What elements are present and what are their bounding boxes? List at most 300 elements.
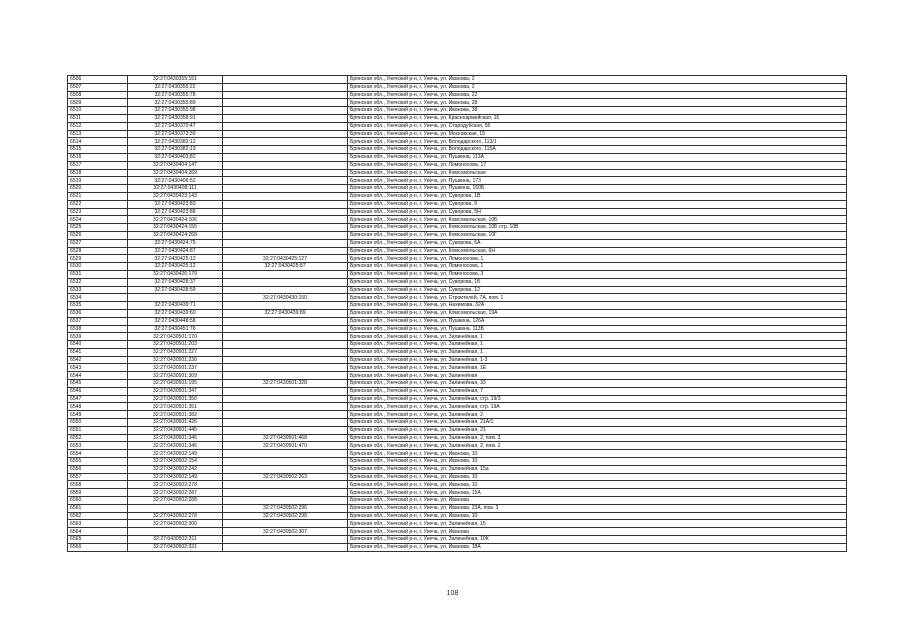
address-cell: Брянская обл., Унечский р-н, г. Унеча, ул. Стародубская, 56 (348, 122, 847, 130)
land-cadastral-number-cell (128, 528, 223, 536)
object-cadastral-number-cell (223, 426, 348, 434)
table-row (68, 426, 847, 434)
land-cadastral-number-cell: 32:27:0430373:39 (128, 130, 223, 138)
land-cadastral-number-cell: 32:27:0430358:91 (128, 114, 223, 122)
land-cadastral-number-cell: 32:27:0430501:227 (128, 348, 223, 356)
row-number-cell: 6519 (68, 177, 128, 185)
address-cell: Брянская обл., Унечский р-н, г. Унеча, ул. Иванова (348, 497, 847, 505)
land-cadastral-number-cell: 32:27:0430428:37 (128, 278, 223, 286)
row-number-cell: 6554 (68, 450, 128, 458)
address-cell: Брянская обл., Унечский р-н, г. Унеча, ул. Залинейная (348, 372, 847, 380)
row-number-cell: 6542 (68, 356, 128, 364)
address-cell: Брянская обл., Унечский р-н, г. Унеча, ул. Комсомольская, 6Н (348, 247, 847, 255)
address-cell: Брянская обл., Унечский р-н, г. Унеча, ул. Залинейная, 2, пом. 2 (348, 442, 847, 450)
object-cadastral-number-cell: 32:27:0430425:127 (223, 255, 348, 263)
object-cadastral-number-cell (223, 76, 348, 84)
row-number-cell: 6537 (68, 317, 128, 325)
land-cadastral-number-cell: 32:27:0430424:268 (128, 231, 223, 239)
table-row (68, 247, 847, 255)
object-cadastral-number-cell (223, 481, 348, 489)
row-number-cell: 6547 (68, 395, 128, 403)
table-row (68, 114, 847, 122)
object-cadastral-number-cell (223, 403, 348, 411)
row-number-cell: 6553 (68, 442, 128, 450)
address-cell: Брянская обл., Унечский р-н, г. Унеча, ул. Залинейная, 2 (348, 411, 847, 419)
address-cell: Брянская обл., Унечский р-н, г. Унеча, ул. Комсомольская (348, 169, 847, 177)
row-number-cell: 6530 (68, 263, 128, 271)
table-row (68, 122, 847, 130)
object-cadastral-number-cell (223, 356, 348, 364)
table-row (68, 208, 847, 216)
land-cadastral-number-cell: 32:27:0430501:230 (128, 356, 223, 364)
row-number-cell: 6522 (68, 200, 128, 208)
row-number-cell: 6558 (68, 481, 128, 489)
object-cadastral-number-cell (223, 317, 348, 325)
table-row (68, 192, 847, 200)
address-cell: Брянская обл., Унечский р-н, г. Унеча, ул. Суворова, 1Б (348, 278, 847, 286)
object-cadastral-number-cell (223, 138, 348, 146)
row-number-cell: 6506 (68, 76, 128, 84)
land-cadastral-number-cell: 32:27:0430501:203 (128, 341, 223, 349)
address-cell: Брянская обл., Унечский р-н, г. Унеча, ул. Комсомольская, 10Г (348, 231, 847, 239)
address-cell: Брянская обл., Унечский р-н, г. Унеча, ул. Ломоносова, 1 (348, 263, 847, 271)
row-number-cell: 6525 (68, 224, 128, 232)
land-cadastral-number-cell: 32:27:0430370:47 (128, 122, 223, 130)
object-cadastral-number-cell (223, 341, 348, 349)
table-row (68, 294, 847, 302)
object-cadastral-number-cell (223, 497, 348, 505)
table-row (68, 504, 847, 512)
table-row (68, 200, 847, 208)
row-number-cell: 6564 (68, 528, 128, 536)
table-row (68, 185, 847, 193)
object-cadastral-number-cell (223, 91, 348, 99)
table-row (68, 153, 847, 161)
address-cell: Брянская обл., Унечский р-н, г. Унеча, ул. Пушкина, 150Б (348, 185, 847, 193)
address-cell: Брянская обл., Унечский р-н, г. Унеча, ул. Залинейная, 7 (348, 387, 847, 395)
object-cadastral-number-cell (223, 153, 348, 161)
object-cadastral-number-cell (223, 372, 348, 380)
address-cell: Брянская обл., Унечский р-н, г. Унеча, ул. Суворова, 9 (348, 200, 847, 208)
address-cell: Брянская обл., Унечский р-н, г. Унеча, ул. Иванова, 10 (348, 458, 847, 466)
land-cadastral-number-cell: 32:27:0430502:331 (128, 543, 223, 551)
row-number-cell: 6540 (68, 341, 128, 349)
table-row (68, 309, 847, 317)
land-cadastral-number-cell (128, 504, 223, 512)
row-number-cell: 6557 (68, 473, 128, 481)
table-row (68, 99, 847, 107)
table-row (68, 442, 847, 450)
table-row (68, 91, 847, 99)
land-cadastral-number-cell: 32:27:0430425:12 (128, 255, 223, 263)
address-cell: Брянская обл., Унечский р-н, г. Унеча, ул. Залинейная, 15а (348, 465, 847, 473)
table-row (68, 419, 847, 427)
land-cadastral-number-cell: 32:27:0430501:350 (128, 395, 223, 403)
table-row (68, 497, 847, 505)
object-cadastral-number-cell (223, 465, 348, 473)
address-cell: Брянская обл., Унечский р-н, г. Унеча, ул. Пушкина, 113Б (348, 325, 847, 333)
row-number-cell: 6509 (68, 99, 128, 107)
row-number-cell: 6514 (68, 138, 128, 146)
row-number-cell: 6524 (68, 216, 128, 224)
land-cadastral-number-cell: 32:27:0430439:71 (128, 302, 223, 310)
land-cadastral-number-cell: 32:27:0430355:22 (128, 83, 223, 91)
object-cadastral-number-cell (223, 99, 348, 107)
address-cell: Брянская обл., Унечский р-н, г. Унеча, ул. Залинейная, 1 (348, 333, 847, 341)
address-cell: Брянская обл., Унечский р-н, г. Унеча, ул. Иванова, 15А (348, 489, 847, 497)
land-cadastral-number-cell: 32:27:0430382:19 (128, 146, 223, 154)
object-cadastral-number-cell: 32:27:0430501:328 (223, 380, 348, 388)
land-cadastral-number-cell: 32:27:0430502:149 (128, 450, 223, 458)
land-cadastral-number-cell: 32:27:0430501:309 (128, 372, 223, 380)
address-cell: Брянская обл., Унечский р-н, г. Унеча, ул. Иванова, 10 (348, 512, 847, 520)
table-row (68, 278, 847, 286)
row-number-cell: 6560 (68, 497, 128, 505)
object-cadastral-number-cell (223, 83, 348, 91)
row-number-cell: 6532 (68, 278, 128, 286)
row-number-cell: 6527 (68, 239, 128, 247)
table-row (68, 403, 847, 411)
row-number-cell: 6548 (68, 403, 128, 411)
table-row (68, 536, 847, 544)
object-cadastral-number-cell: 32:27:0430502:263 (223, 473, 348, 481)
row-number-cell: 6523 (68, 208, 128, 216)
address-cell: Брянская обл., Унечский р-н, г. Унеча, ул. Строителей, 7А, пом. 1 (348, 294, 847, 302)
table-row (68, 302, 847, 310)
row-number-cell: 6531 (68, 270, 128, 278)
object-cadastral-number-cell (223, 122, 348, 130)
row-number-cell: 6565 (68, 536, 128, 544)
table-row (68, 83, 847, 91)
object-cadastral-number-cell (223, 185, 348, 193)
table-row (68, 372, 847, 380)
land-cadastral-number-cell: 32:27:0430502:287 (128, 489, 223, 497)
address-cell: Брянская обл., Унечский р-н, г. Унеча, ул. Залинейная, 21А/1 (348, 419, 847, 427)
table-row (68, 364, 847, 372)
address-cell: Брянская обл., Унечский р-н, г. Унеча, ул. Залинейная, стр. 19/3 (348, 395, 847, 403)
object-cadastral-number-cell (223, 419, 348, 427)
object-cadastral-number-cell (223, 231, 348, 239)
address-cell: Брянская обл., Унечский р-н, г. Унеча, ул. Нахимова, 32А (348, 302, 847, 310)
object-cadastral-number-cell (223, 146, 348, 154)
table-row (68, 434, 847, 442)
land-cadastral-number-cell: 32:27:0430448:58 (128, 317, 223, 325)
land-cadastral-number-cell: 32:27:0430501:237 (128, 364, 223, 372)
address-cell: Брянская обл., Унечский р-н, г. Унеча, ул. Залинейная, 21 (348, 426, 847, 434)
object-cadastral-number-cell (223, 130, 348, 138)
address-cell: Брянская обл., Унечский р-н, г. Унеча, ул. Иванова, 22 (348, 91, 847, 99)
object-cadastral-number-cell (223, 302, 348, 310)
table-row (68, 146, 847, 154)
object-cadastral-number-cell (223, 520, 348, 528)
row-number-cell: 6517 (68, 161, 128, 169)
address-cell: Брянская обл., Унечский р-н, г. Унеча, ул. Иванова, 10 (348, 450, 847, 458)
land-cadastral-number-cell (128, 294, 223, 302)
object-cadastral-number-cell (223, 395, 348, 403)
table-row (68, 255, 847, 263)
land-cadastral-number-cell: 32:27:0430424:155 (128, 224, 223, 232)
land-cadastral-number-cell: 32:27:0430424:87 (128, 247, 223, 255)
row-number-cell: 6552 (68, 434, 128, 442)
address-cell: Брянская обл., Унечский р-н, г. Унеча, ул. Иванова, 38 (348, 107, 847, 115)
address-cell: Брянская обл., Унечский р-н, г. Унеча, ул. Иванова, 2 (348, 83, 847, 91)
object-cadastral-number-cell (223, 169, 348, 177)
row-number-cell: 6511 (68, 114, 128, 122)
row-number-cell: 6510 (68, 107, 128, 115)
object-cadastral-number-cell (223, 387, 348, 395)
land-cadastral-number-cell: 32:27:0430501:170 (128, 333, 223, 341)
table-row (68, 465, 847, 473)
registry-table-body (68, 76, 847, 552)
address-cell: Брянская обл., Унечский р-н, г. Унеча, ул. Володарского, 113/1 (348, 138, 847, 146)
object-cadastral-number-cell (223, 216, 348, 224)
land-cadastral-number-cell: 32:27:0430451:76 (128, 325, 223, 333)
land-cadastral-number-cell: 32:27:0430382:12 (128, 138, 223, 146)
address-cell: Брянская обл., Унечский р-н, г. Унеча, ул. Суворова, 5Н (348, 208, 847, 216)
land-cadastral-number-cell: 32:27:0430502:278 (128, 512, 223, 520)
object-cadastral-number-cell (223, 107, 348, 115)
row-number-cell: 6526 (68, 231, 128, 239)
address-cell: Брянская обл., Унечский р-н, г. Унеча, ул. Иванова, 28 (348, 99, 847, 107)
table-row (68, 458, 847, 466)
address-cell: Брянская обл., Унечский р-н, г. Унеча, ул. Комсомольская, 10Б стр. 10В (348, 224, 847, 232)
land-cadastral-number-cell: 32:27:0430501:346 (128, 434, 223, 442)
land-cadastral-number-cell: 32:27:0430423:83 (128, 200, 223, 208)
object-cadastral-number-cell (223, 543, 348, 551)
table-row (68, 387, 847, 395)
object-cadastral-number-cell (223, 224, 348, 232)
object-cadastral-number-cell (223, 208, 348, 216)
object-cadastral-number-cell: 32:27:0430501:470 (223, 442, 348, 450)
object-cadastral-number-cell (223, 200, 348, 208)
land-cadastral-number-cell: 32:27:0430408:111 (128, 185, 223, 193)
address-cell: Брянская обл., Унечский р-н, г. Унеча, ул. Красноармейская, 16 (348, 114, 847, 122)
land-cadastral-number-cell: 32:27:0430501:382 (128, 411, 223, 419)
table-row (68, 512, 847, 520)
address-cell: Брянская обл., Унечский р-н, г. Унеча, ул. Комсомольская, 10Б (348, 216, 847, 224)
address-cell: Брянская обл., Унечский р-н, г. Унеча, ул. Залинейная, стр. 19А (348, 403, 847, 411)
row-number-cell: 6566 (68, 543, 128, 551)
land-cadastral-number-cell: 32:27:0430406:52 (128, 177, 223, 185)
table-row (68, 325, 847, 333)
object-cadastral-number-cell (223, 239, 348, 247)
address-cell: Брянская обл., Унечский р-н, г. Унеча, ул. Иванова, 10 (348, 481, 847, 489)
table-row (68, 543, 847, 551)
land-cadastral-number-cell: 32:27:0430501:426 (128, 419, 223, 427)
object-cadastral-number-cell (223, 286, 348, 294)
row-number-cell: 6543 (68, 364, 128, 372)
table-row (68, 395, 847, 403)
table-row (68, 450, 847, 458)
table-row (68, 161, 847, 169)
row-number-cell: 6521 (68, 192, 128, 200)
land-cadastral-number-cell: 32:27:0430502:311 (128, 536, 223, 544)
address-cell: Брянская обл., Унечский р-н, г. Унеча, ул. Пушкина, 113А (348, 153, 847, 161)
table-row (68, 239, 847, 247)
land-cadastral-number-cell: 32:27:0430404:269 (128, 169, 223, 177)
land-cadastral-number-cell: 32:27:0430502:288 (128, 497, 223, 505)
table-row (68, 489, 847, 497)
row-number-cell: 6559 (68, 489, 128, 497)
land-cadastral-number-cell: 32:27:0430423:88 (128, 208, 223, 216)
address-cell: Брянская обл., Унечский р-н, г. Унеча, ул. Суворова, 12 (348, 286, 847, 294)
object-cadastral-number-cell (223, 411, 348, 419)
object-cadastral-number-cell (223, 247, 348, 255)
object-cadastral-number-cell: 32:27:0430502:307 (223, 528, 348, 536)
land-cadastral-number-cell: 32:27:0430355:89 (128, 99, 223, 107)
address-cell: Брянская обл., Унечский р-н, г. Унеча, ул. Московская, 15 (348, 130, 847, 138)
land-cadastral-number-cell: 32:27:0430423:143 (128, 192, 223, 200)
address-cell: Брянская обл., Унечский р-н, г. Унеча, ул. Иванова, 23А, пом. 3 (348, 504, 847, 512)
object-cadastral-number-cell: 32:27:0430439:89 (223, 309, 348, 317)
row-number-cell: 6516 (68, 153, 128, 161)
object-cadastral-number-cell: 32:27:0430501:468 (223, 434, 348, 442)
address-cell: Брянская обл., Унечский р-н, г. Унеча, ул. Залинейная, 33 (348, 380, 847, 388)
land-cadastral-number-cell: 32:27:0430439:60 (128, 309, 223, 317)
object-cadastral-number-cell: 32:27:0430502:298 (223, 512, 348, 520)
land-cadastral-number-cell: 32:27:0430425:12 (128, 263, 223, 271)
row-number-cell: 6533 (68, 286, 128, 294)
row-number-cell: 6539 (68, 333, 128, 341)
land-cadastral-number-cell: 32:27:0430502:154 (128, 458, 223, 466)
object-cadastral-number-cell (223, 348, 348, 356)
land-cadastral-number-cell: 32:27:0430404:147 (128, 161, 223, 169)
object-cadastral-number-cell (223, 333, 348, 341)
table-row (68, 333, 847, 341)
row-number-cell: 6555 (68, 458, 128, 466)
table-row (68, 473, 847, 481)
object-cadastral-number-cell (223, 364, 348, 372)
land-cadastral-number-cell: 32:27:0430426:179 (128, 270, 223, 278)
land-cadastral-number-cell: 32:27:0430502:300 (128, 520, 223, 528)
table-row (68, 138, 847, 146)
table-row (68, 286, 847, 294)
table-row (68, 411, 847, 419)
object-cadastral-number-cell (223, 458, 348, 466)
address-cell: Брянская обл., Унечский р-н, г. Унеча, ул. Комсомольская, 19А (348, 309, 847, 317)
table-row (68, 107, 847, 115)
table-row (68, 216, 847, 224)
land-cadastral-number-cell: 32:27:0430355:98 (128, 107, 223, 115)
table-row (68, 270, 847, 278)
address-cell: Брянская обл., Унечский р-н, г. Унеча, ул. Иванова, 10 (348, 473, 847, 481)
row-number-cell: 6518 (68, 169, 128, 177)
land-cadastral-number-cell: 32:27:0430355:78 (128, 91, 223, 99)
land-cadastral-number-cell: 32:27:0430424:75 (128, 239, 223, 247)
land-cadastral-number-cell: 32:27:0430502:149 (128, 473, 223, 481)
table-row (68, 317, 847, 325)
row-number-cell: 6536 (68, 309, 128, 317)
object-cadastral-number-cell (223, 270, 348, 278)
table-row (68, 341, 847, 349)
table-row (68, 177, 847, 185)
address-cell: Брянская обл., Унечский р-н, г. Унеча, ул. Залинейная, 1-3 (348, 356, 847, 364)
address-cell: Брянская обл., Унечский р-н, г. Унеча, ул. Пушкина, 173 (348, 177, 847, 185)
object-cadastral-number-cell (223, 161, 348, 169)
land-cadastral-number-cell: 32:27:0430424:106 (128, 216, 223, 224)
object-cadastral-number-cell: 32:27:0430425:87 (223, 263, 348, 271)
row-number-cell: 6541 (68, 348, 128, 356)
land-cadastral-number-cell: 32:27:0430428:59 (128, 286, 223, 294)
object-cadastral-number-cell (223, 192, 348, 200)
page-number: 108 (446, 590, 459, 597)
land-cadastral-number-cell: 32:27:0430501:195 (128, 380, 223, 388)
address-cell: Брянская обл., Унечский р-н, г. Унеча, ул. Иванова, 2 (348, 76, 847, 84)
address-cell: Брянская обл., Унечский р-н, г. Унеча, ул. Ломоносова, 3 (348, 270, 847, 278)
row-number-cell: 6520 (68, 185, 128, 193)
table-row (68, 224, 847, 232)
row-number-cell: 6508 (68, 91, 128, 99)
row-number-cell: 6534 (68, 294, 128, 302)
row-number-cell: 6563 (68, 520, 128, 528)
row-number-cell: 6512 (68, 122, 128, 130)
object-cadastral-number-cell: 32:27:0430502:296 (223, 504, 348, 512)
address-cell: Брянская обл., Унечский р-н, г. Унеча, ул. Володарского, 115А (348, 146, 847, 154)
row-number-cell: 6515 (68, 146, 128, 154)
row-number-cell: 6556 (68, 465, 128, 473)
object-cadastral-number-cell (223, 450, 348, 458)
address-cell: Брянская обл., Унечский р-н, г. Унеча, ул. Залинейная, 10К (348, 536, 847, 544)
object-cadastral-number-cell: 32:27:0430430:150 (223, 294, 348, 302)
table-row (68, 528, 847, 536)
row-number-cell: 6562 (68, 512, 128, 520)
address-cell: Брянская обл., Унечский р-н, г. Унеча, ул. Иванова, 18А (348, 543, 847, 551)
land-cadastral-number-cell: 32:27:0430501:347 (128, 387, 223, 395)
address-cell: Брянская обл., Унечский р-н, г. Унеча, ул. Иванова (348, 528, 847, 536)
table-row (68, 520, 847, 528)
address-cell: Брянская обл., Унечский р-н, г. Унеча, ул. Ломоносова, 17 (348, 161, 847, 169)
address-cell: Брянская обл., Унечский р-н, г. Унеча, ул. Залинейная, 1Е (348, 364, 847, 372)
row-number-cell: 6546 (68, 387, 128, 395)
table-row (68, 380, 847, 388)
table-row (68, 76, 847, 84)
address-cell: Брянская обл., Унечский р-н, г. Унеча, ул. Пушкина, 126А (348, 317, 847, 325)
land-cadastral-number-cell: 32:27:0430501:346 (128, 442, 223, 450)
table-row (68, 263, 847, 271)
row-number-cell: 6507 (68, 83, 128, 91)
object-cadastral-number-cell (223, 536, 348, 544)
row-number-cell: 6513 (68, 130, 128, 138)
address-cell: Брянская обл., Унечский р-н, г. Унеча, ул. Залинейная, 1 (348, 341, 847, 349)
row-number-cell: 6549 (68, 411, 128, 419)
object-cadastral-number-cell (223, 177, 348, 185)
table-row (68, 356, 847, 364)
table-row (68, 169, 847, 177)
row-number-cell: 6528 (68, 247, 128, 255)
registry-table (67, 75, 847, 552)
row-number-cell: 6529 (68, 255, 128, 263)
row-number-cell: 6535 (68, 302, 128, 310)
row-number-cell: 6551 (68, 426, 128, 434)
object-cadastral-number-cell (223, 489, 348, 497)
row-number-cell: 6545 (68, 380, 128, 388)
table-row (68, 481, 847, 489)
land-cadastral-number-cell: 32:27:0430501:351 (128, 403, 223, 411)
land-cadastral-number-cell: 32:27:0430502:278 (128, 481, 223, 489)
object-cadastral-number-cell (223, 325, 348, 333)
table-row (68, 348, 847, 356)
row-number-cell: 6550 (68, 419, 128, 427)
object-cadastral-number-cell (223, 114, 348, 122)
land-cadastral-number-cell: 32:27:0430403:82 (128, 153, 223, 161)
row-number-cell: 6538 (68, 325, 128, 333)
address-cell: Брянская обл., Унечский р-н, г. Унеча, ул. Залинейная, 2, пом. 3 (348, 434, 847, 442)
row-number-cell: 6561 (68, 504, 128, 512)
table-row (68, 130, 847, 138)
address-cell: Брянская обл., Унечский р-н, г. Унеча, ул. Суворова, 6А (348, 239, 847, 247)
address-cell: Брянская обл., Унечский р-н, г. Унеча, ул. Суворова, 1В (348, 192, 847, 200)
land-cadastral-number-cell: 32:27:0430502:242 (128, 465, 223, 473)
